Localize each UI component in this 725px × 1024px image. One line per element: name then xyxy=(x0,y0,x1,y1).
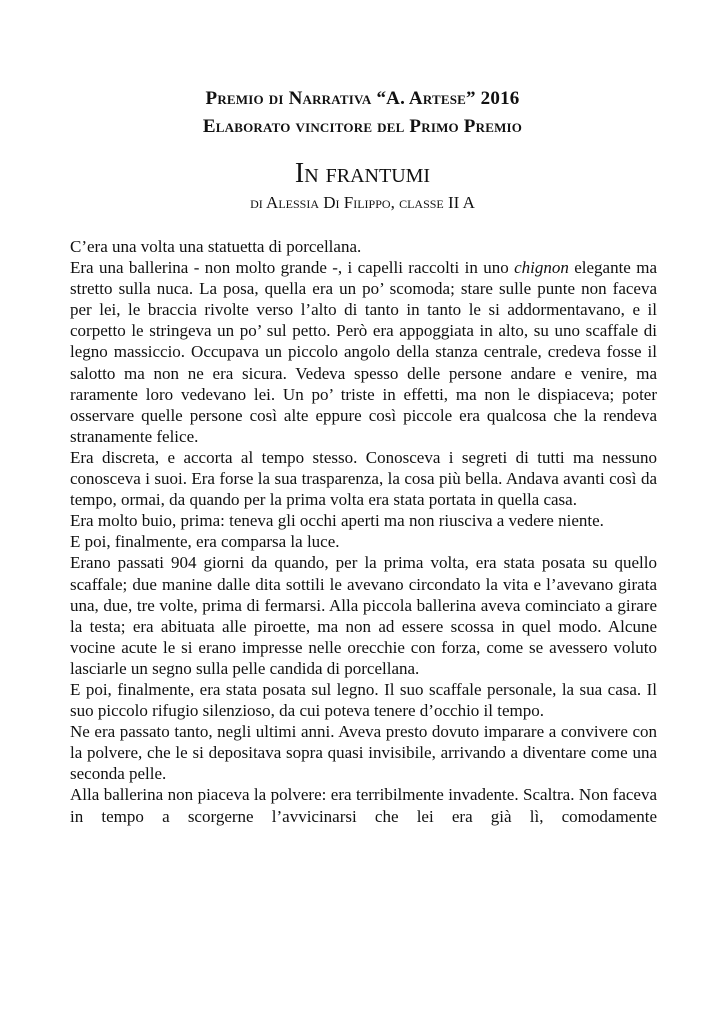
paragraph-7: E poi, finalmente, era stata posata sul legno. Il suo scaffale personale, la sua casa. Il suo piccolo rifugio silenzioso, da cui poteva tenere d’occhio il tempo. xyxy=(70,679,657,721)
award-heading: Premio di Narrativa “A. Artese” 2016 xyxy=(205,88,520,109)
paragraph-2-italic: chignon xyxy=(514,258,569,278)
paragraph-2-start: Era una ballerina - non molto grande -, i capelli raccolti in uno xyxy=(70,258,515,278)
paragraph-1: C’era una volta una statuetta di porcellana. xyxy=(70,237,362,256)
paragraph-2 xyxy=(70,257,657,447)
story-body xyxy=(70,236,657,827)
paragraph-9: Alla ballerina non piaceva la polvere: era terribilmente invadente. Scaltra. Non faceva in tempo a scorgerne l’avvicinarsi che lei era già lì, comodamente xyxy=(70,785,657,826)
story-author: di Alessia Di Filippo, classe II A xyxy=(250,193,475,212)
award-subheading: Elaborato vincitore del Primo Premio xyxy=(202,116,523,137)
paragraph-2-rest: elegante ma stretto sulla nuca. La posa, quella era un po’ scomoda; stare sulle punte non faceva per lei, le braccia rivolte verso l’alto di tanto in tanto le si addormentavano, e il corpetto le stringeva un po’ sul petto. Però era appoggiata in alto, su uno scaffale di legno massiccio. Occupava un piccolo angolo della stanza centrale, credeva fosse il salotto ma non ne era sicura. Vedeva spesso delle persone andare e venire, ma raramente loro vedevano lei. Un po’ triste in effetti, ma non le dispiaceva; poter osservare quelle persone così alte eppure così piccole era qualcosa che la rendeva stranamente felice. xyxy=(70,258,657,446)
paragraph-3: Era discreta, e accorta al tempo stesso. Conosceva i segreti di tutti ma nessuno conosceva i suoi. Era forse la sua trasparenza, la cosa più bella. Andava avanti così da tempo, ormai, da quando per la prima volta era stata portata in quella casa. xyxy=(70,447,657,510)
story-title: In frantumi xyxy=(294,158,431,189)
paragraph-6: Erano passati 904 giorni da quando, per la prima volta, era stata posata su quello scaffale; due manine dalle dita sottili le avevano circondato la vita e l’avevano girata una, due, tre volte, prima di fermarsi. Alla piccola ballerina aveva cominciato a girare la testa; era abituata alle piroette, ma non ad essere scossa in quel modo. Alcune vocine acute le si erano impresse nelle orecchie con forza, come se avessero voluto lasciarle un segno sulla pelle candida di porcellana. xyxy=(70,553,657,678)
paragraph-5: E poi, finalmente, era comparsa la luce. xyxy=(70,532,340,552)
paragraph-4: Era molto buio, prima: teneva gli occhi aperti ma non riusciva a vedere niente. xyxy=(70,511,604,531)
paragraph-8: Ne era passato tanto, negli ultimi anni. Aveva presto dovuto imparare a convivere con la polvere, che le si depositava sopra quasi invisibile, arrivando a diventare come una seconda pelle. xyxy=(70,722,657,784)
